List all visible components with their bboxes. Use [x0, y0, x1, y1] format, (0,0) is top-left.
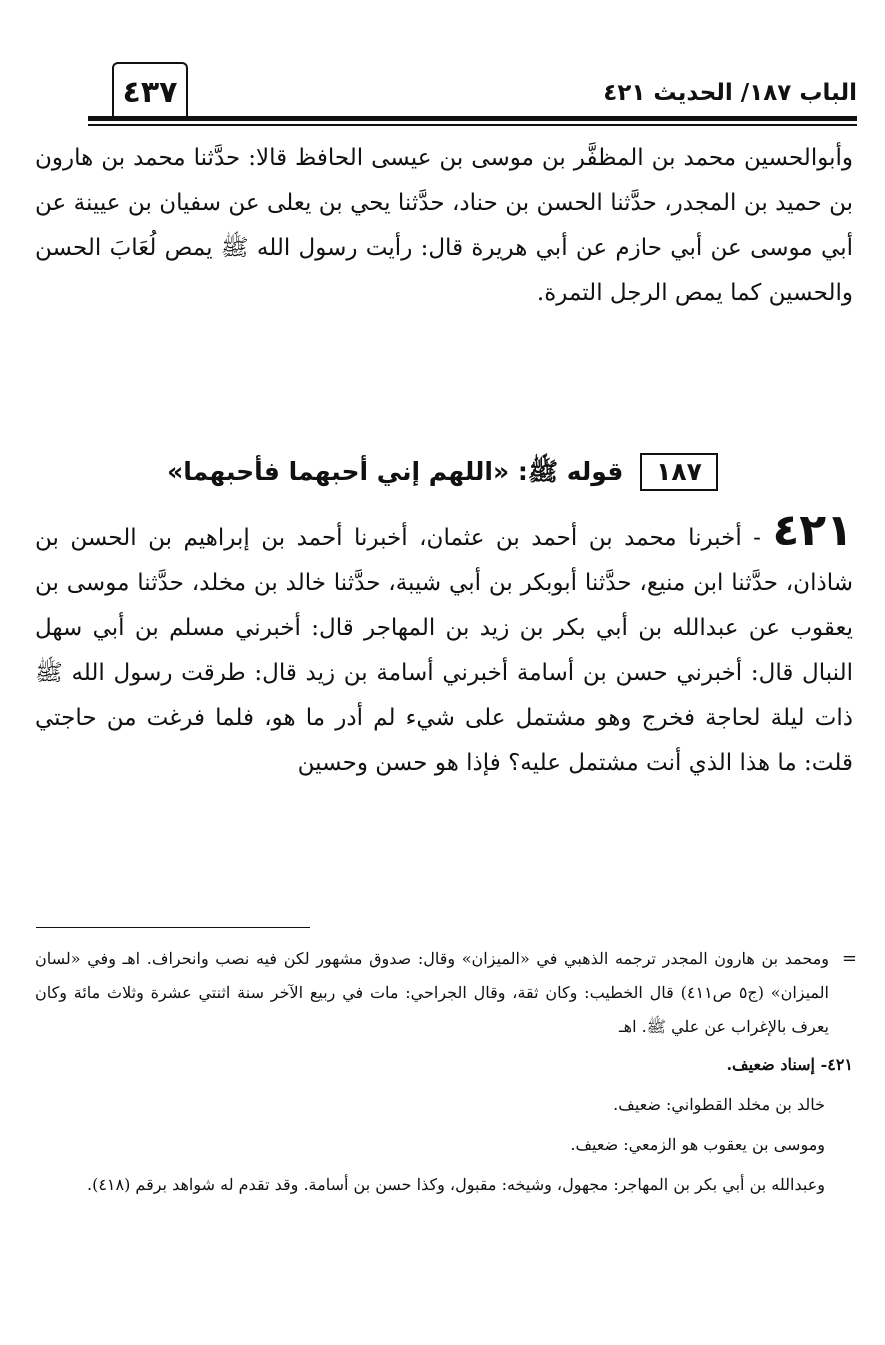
continuation-mark: =: [841, 948, 857, 969]
hadith-paragraph: [35, 505, 854, 786]
footnote-heading: ٤٢١- إسناد ضعيف.: [726, 1055, 853, 1074]
header-rule: [88, 116, 857, 121]
section-number: ١٨٧: [640, 453, 718, 491]
footnote-item: خالد بن مخلد القطواني: ضعيف.: [613, 1095, 825, 1114]
hadith-number: ٤٢١: [772, 505, 854, 556]
footnote-item: وموسى بن يعقوب هو الزمعي: ضعيف.: [570, 1135, 825, 1154]
hadith-text: - أخبرنا محمد بن أحمد بن عثمان، أخبرنا أحمد بن إبراهيم بن الحسن بن شاذان، حدَّثنا ابن منيع، حدَّثنا أبوبكر بن أبي شيبة، حدَّثنا خالد بن مخلد، حدَّثنا موسى بن يعقوب عن عبدالله بن أبي بكر بن زيد بن المهاجر قال: أخبرني مسلم بن أبي سهل النبال قال: أخبرني حسن بن أسامة أخبرني أسامة بن زيد قال: طرقت رسول الله ﷺ ذات ليلة لحاجة فخرج وهو مشتمل على شيء لم أدر ما هو، فلما فرغت من حاجتي قلت: ما هذا الذي أنت مشتمل عليه؟ فإذا هو حسن وحسين: [35, 525, 853, 776]
page-number: ٤٣٧: [112, 62, 188, 120]
footnote-continuation-text: ومحمد بن هارون المجدر ترجمه الذهبي في «الميزان» وقال: صدوق مشهور لكن فيه نصب وانحراف. اهـ وفي «لسان الميزان» (ج٥ ص٤١١) قال الخطيب: وكان ثقة، وقال الجراحي: مات في ربيع الآخر سنة اثنتي عشرة وثلاث مائة وكان يعرف بالإغراب عن علي ﷺ. اهـ: [35, 949, 829, 1036]
footnotes: [35, 942, 857, 1202]
section-heading: [0, 453, 885, 493]
footnote-separator: [36, 927, 310, 928]
footnote-item: وعبدالله بن أبي بكر بن المهاجر: مجهول، وشيخه: مقبول، وكذا حسن بن أسامة. وقد تقدم له شواهد برقم (٤١٨).: [86, 1175, 825, 1194]
running-title: الباب ١٨٧/ الحديث ٤٢١: [603, 80, 857, 106]
section-title-text: قوله ﷺ: «اللهم إني أحبهما فأحبهما»: [167, 457, 624, 486]
paragraph-isnad: وأبوالحسين محمد بن المظفَّر بن موسى بن عيسى الحافظ قالا: حدَّثنا محمد بن هارون بن حميد بن المجدر، حدَّثنا الحسن بن حناد، حدَّثنا يحي بن يعلى عن سفيان بن عيينة عن أبي موسى عن أبي حازم عن أبي هريرة قال: رأيت رسول الله ﷺ يمص لُعَابَ الحسن والحسين كما يمص الرجل التمرة.: [35, 145, 853, 306]
footnote-continuation: [35, 942, 857, 1044]
header-rule-thin: [88, 124, 857, 126]
